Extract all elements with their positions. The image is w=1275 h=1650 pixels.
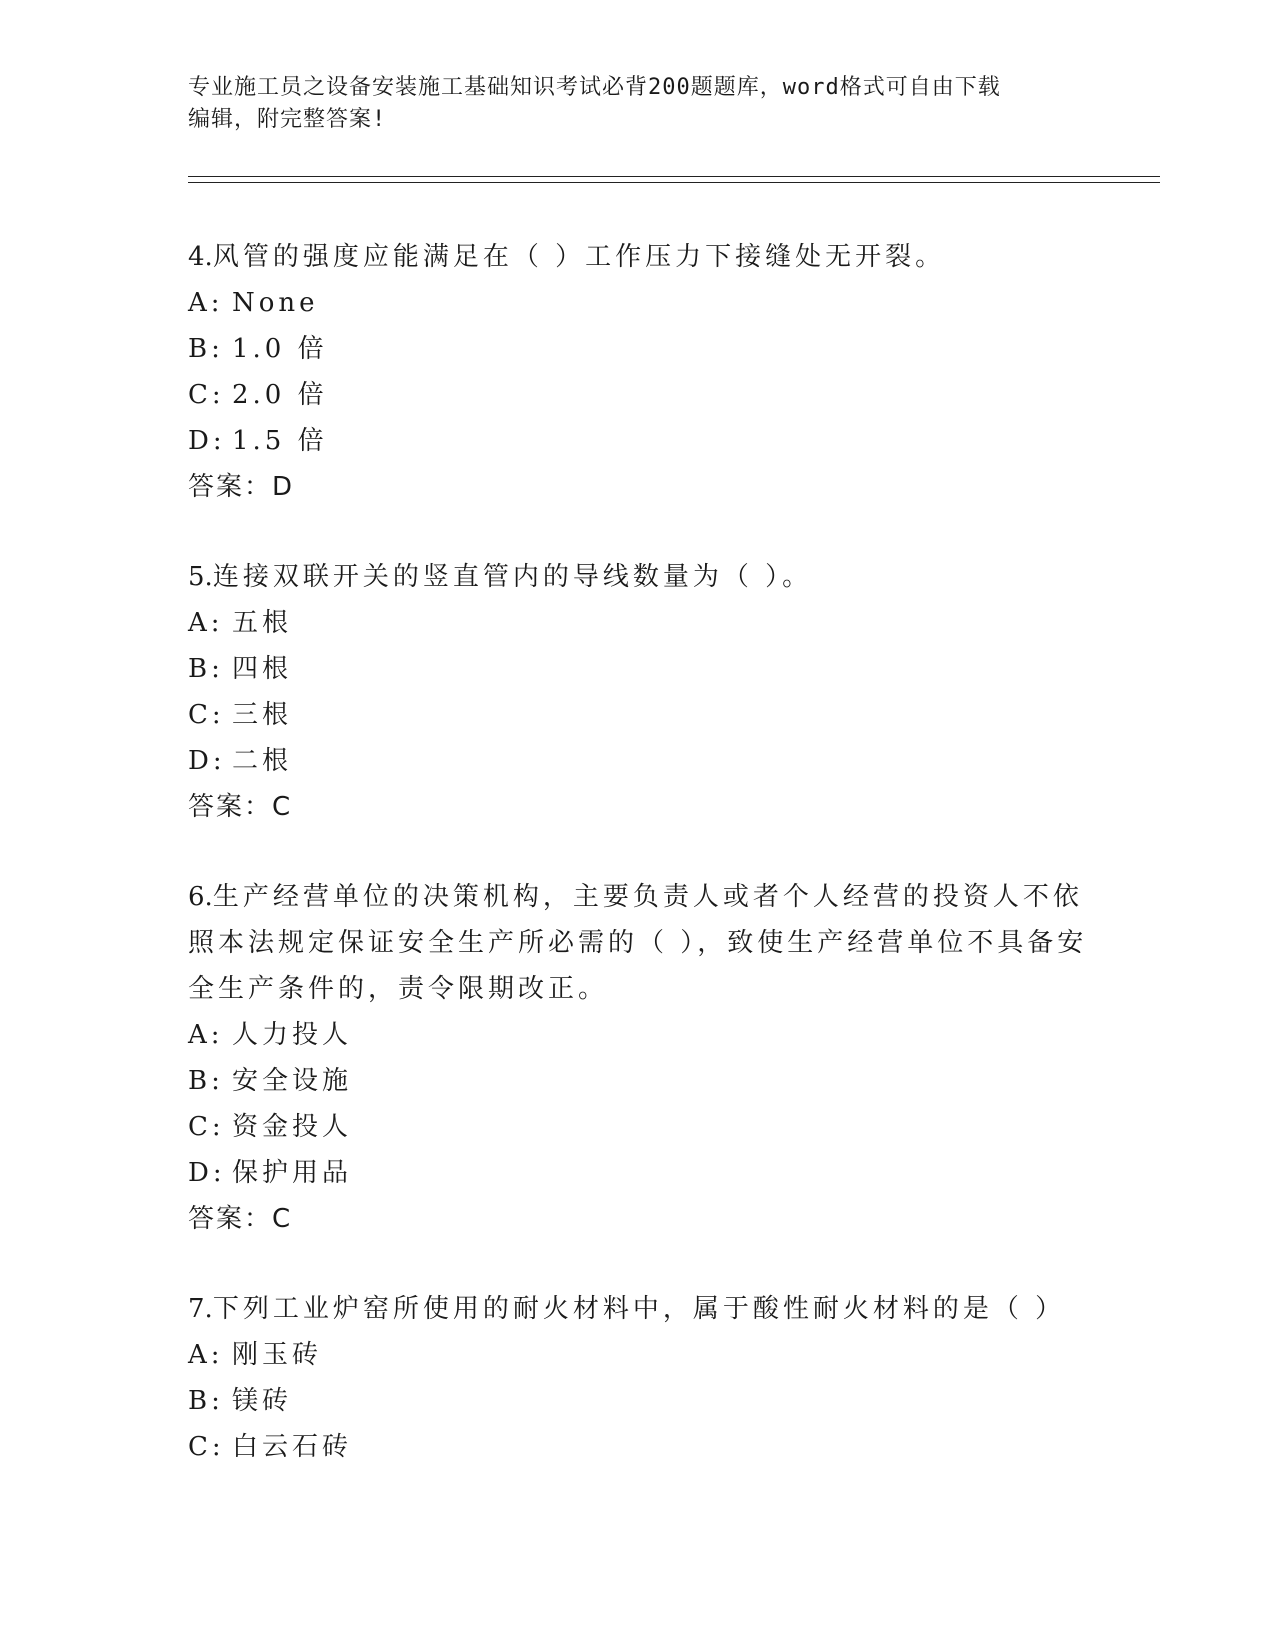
question-text: 全生产条件的，责令限期改正。 bbox=[188, 974, 609, 1004]
answer-option bbox=[188, 418, 1088, 464]
question-number: 6. bbox=[188, 882, 213, 912]
header-line-1: 专业施工员之设备安装施工基础知识考试必背200题题库，word格式可自由下载 bbox=[188, 75, 1001, 100]
answer-line: 答案：C bbox=[188, 792, 293, 822]
option-text: 二根 bbox=[232, 746, 293, 776]
question-block bbox=[188, 874, 1088, 1242]
option-label: A: bbox=[188, 1340, 224, 1370]
answer-option bbox=[188, 1378, 1088, 1424]
option-label: B: bbox=[188, 334, 224, 364]
answer-option bbox=[188, 1058, 1088, 1104]
question-number: 5. bbox=[188, 562, 213, 592]
option-label: B: bbox=[188, 654, 224, 684]
option-text: 镁砖 bbox=[232, 1386, 293, 1416]
header-line-2: 编辑，附完整答案! bbox=[188, 107, 387, 132]
option-text: 五根 bbox=[232, 608, 293, 638]
option-text: 刚玉砖 bbox=[232, 1340, 323, 1370]
question-text-line bbox=[188, 234, 1088, 280]
option-text: 保护用品 bbox=[232, 1158, 353, 1188]
question-text-line bbox=[188, 554, 1088, 600]
option-label: A: bbox=[188, 1020, 224, 1050]
option-label: C: bbox=[188, 1432, 225, 1462]
option-text: 2.0 倍 bbox=[232, 380, 328, 410]
question-text: 风管的强度应能满足在（ ）工作压力下接缝处无开裂。 bbox=[212, 242, 946, 272]
option-text: 1.5 倍 bbox=[232, 426, 328, 456]
option-label: D: bbox=[188, 1158, 226, 1188]
question-text-line bbox=[188, 1286, 1088, 1332]
option-label: C: bbox=[188, 380, 225, 410]
option-text: 四根 bbox=[232, 654, 293, 684]
answer-option bbox=[188, 372, 1088, 418]
question-list bbox=[188, 234, 1088, 1514]
option-label: D: bbox=[188, 746, 226, 776]
option-text: 白云石砖 bbox=[232, 1432, 353, 1462]
question-number: 4. bbox=[188, 242, 213, 272]
option-label: C: bbox=[188, 1112, 225, 1142]
question-text-line bbox=[188, 874, 1088, 920]
option-text: 资金投人 bbox=[232, 1112, 353, 1142]
answer-option bbox=[188, 646, 1088, 692]
answer-line: 答案：D bbox=[188, 472, 295, 502]
option-label: D: bbox=[188, 426, 226, 456]
question-number: 7. bbox=[188, 1294, 213, 1324]
answer-option bbox=[188, 1104, 1088, 1150]
question-text: 照本法规定保证安全生产所必需的（ ），致使生产经营单位不具备安 bbox=[188, 928, 1088, 958]
answer-option bbox=[188, 692, 1088, 738]
answer-option bbox=[188, 1424, 1088, 1470]
question-block bbox=[188, 234, 1088, 510]
answer-option bbox=[188, 738, 1088, 784]
option-text: 安全设施 bbox=[232, 1066, 353, 1096]
option-label: C: bbox=[188, 700, 225, 730]
header-divider-bottom bbox=[188, 182, 1160, 183]
question-block bbox=[188, 554, 1088, 830]
answer-line: 答案：C bbox=[188, 1204, 293, 1234]
question-text: 连接双联开关的竖直管内的导线数量为（ ）。 bbox=[212, 562, 813, 592]
question-text-line bbox=[188, 966, 1088, 1012]
option-text: 人力投人 bbox=[232, 1020, 353, 1050]
option-text: 1.0 倍 bbox=[232, 334, 328, 364]
question-text: 生产经营单位的决策机构，主要负责人或者个人经营的投资人不依 bbox=[212, 882, 1083, 912]
answer-option bbox=[188, 1012, 1088, 1058]
header-divider-top bbox=[188, 176, 1160, 177]
option-label: A: bbox=[188, 608, 224, 638]
document-header bbox=[188, 72, 1068, 136]
option-label: A: bbox=[188, 288, 224, 318]
answer-option bbox=[188, 600, 1088, 646]
option-label: B: bbox=[188, 1066, 224, 1096]
answer-option bbox=[188, 280, 1088, 326]
question-text: 下列工业炉窑所使用的耐火材料中，属于酸性耐火材料的是（ ） bbox=[212, 1294, 1066, 1324]
answer-option bbox=[188, 1150, 1088, 1196]
option-text: 三根 bbox=[232, 700, 293, 730]
answer-option bbox=[188, 1332, 1088, 1378]
option-text: None bbox=[232, 288, 319, 318]
answer-option bbox=[188, 326, 1088, 372]
question-text-line bbox=[188, 920, 1088, 966]
question-block bbox=[188, 1286, 1088, 1470]
option-label: B: bbox=[188, 1386, 224, 1416]
